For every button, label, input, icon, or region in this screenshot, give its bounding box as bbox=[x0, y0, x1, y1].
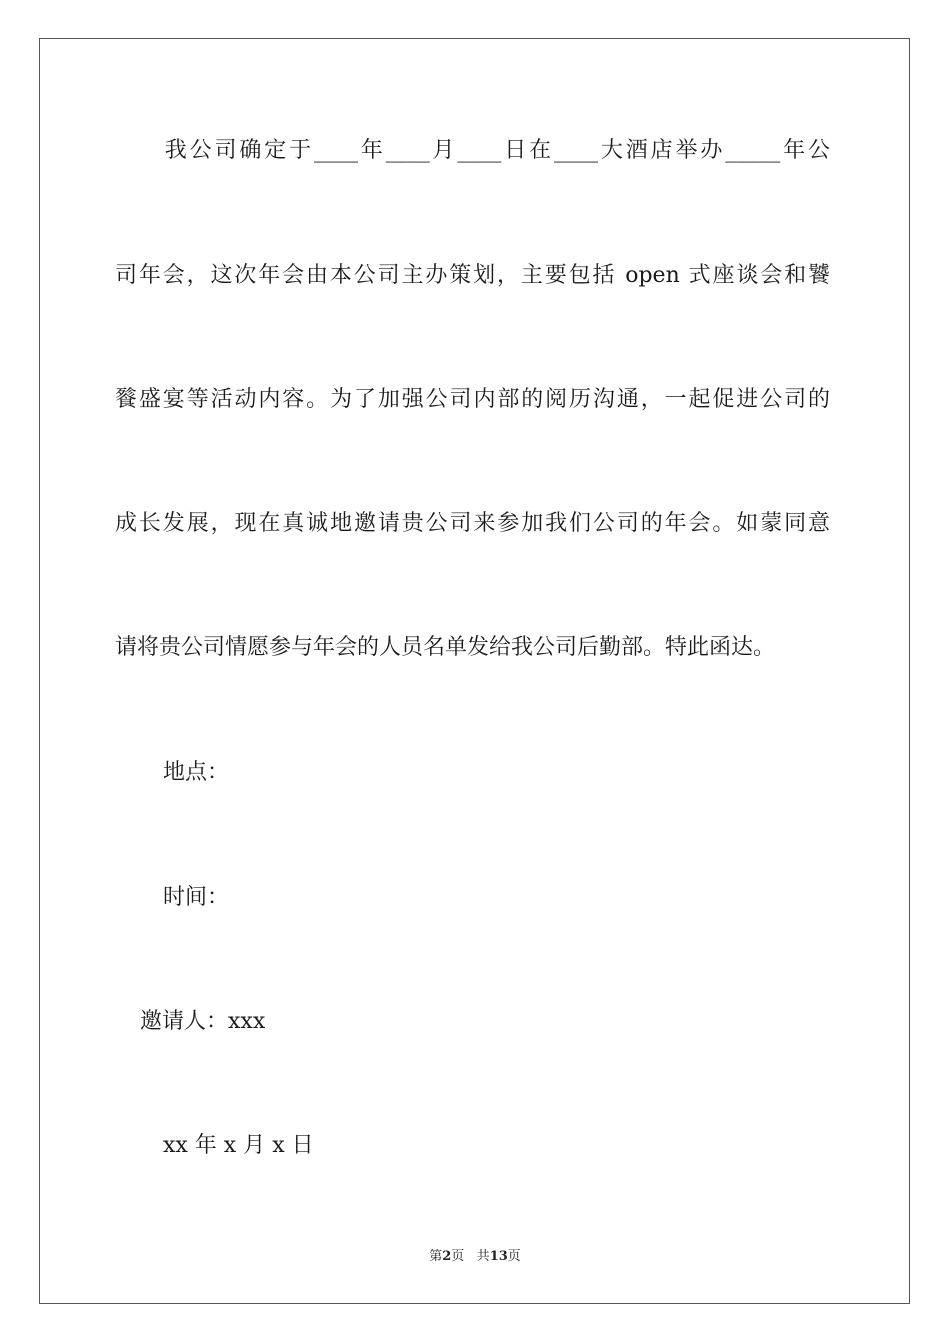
body-line-1: 我公司确定于____年____月____日在____大酒店举办_____年公 bbox=[115, 138, 830, 163]
total-prefix: 共 bbox=[476, 1249, 490, 1264]
location-label: 地点： bbox=[163, 760, 230, 785]
time-label: 时间： bbox=[163, 885, 230, 910]
page-suffix: 页 bbox=[451, 1249, 465, 1264]
total-suffix: 页 bbox=[507, 1249, 521, 1264]
page-number: 2 bbox=[442, 1249, 452, 1264]
page-footer bbox=[0, 1248, 950, 1266]
page-border bbox=[39, 38, 910, 1304]
page-prefix: 第 bbox=[429, 1249, 443, 1264]
body-line-4: 成长发展，现在真诚地邀请贵公司来参加我们公司的年会。如蒙同意 bbox=[115, 511, 830, 536]
body-line-5: 请将贵公司情愿参与年会的人员名单发给我公司后勤部。特此函达。 bbox=[115, 635, 776, 660]
body-line-3: 餮盛宴等活动内容。为了加强公司内部的阅历沟通，一起促进公司的 bbox=[115, 387, 830, 412]
inviter-line: 邀请人：xxx bbox=[140, 1009, 266, 1034]
date-line: xx 年 x 月 x 日 bbox=[163, 1133, 314, 1158]
body-line-2: 司年会，这次年会由本公司主办策划，主要包括 open 式座谈会和饕 bbox=[115, 263, 830, 288]
total-number: 13 bbox=[489, 1249, 508, 1264]
